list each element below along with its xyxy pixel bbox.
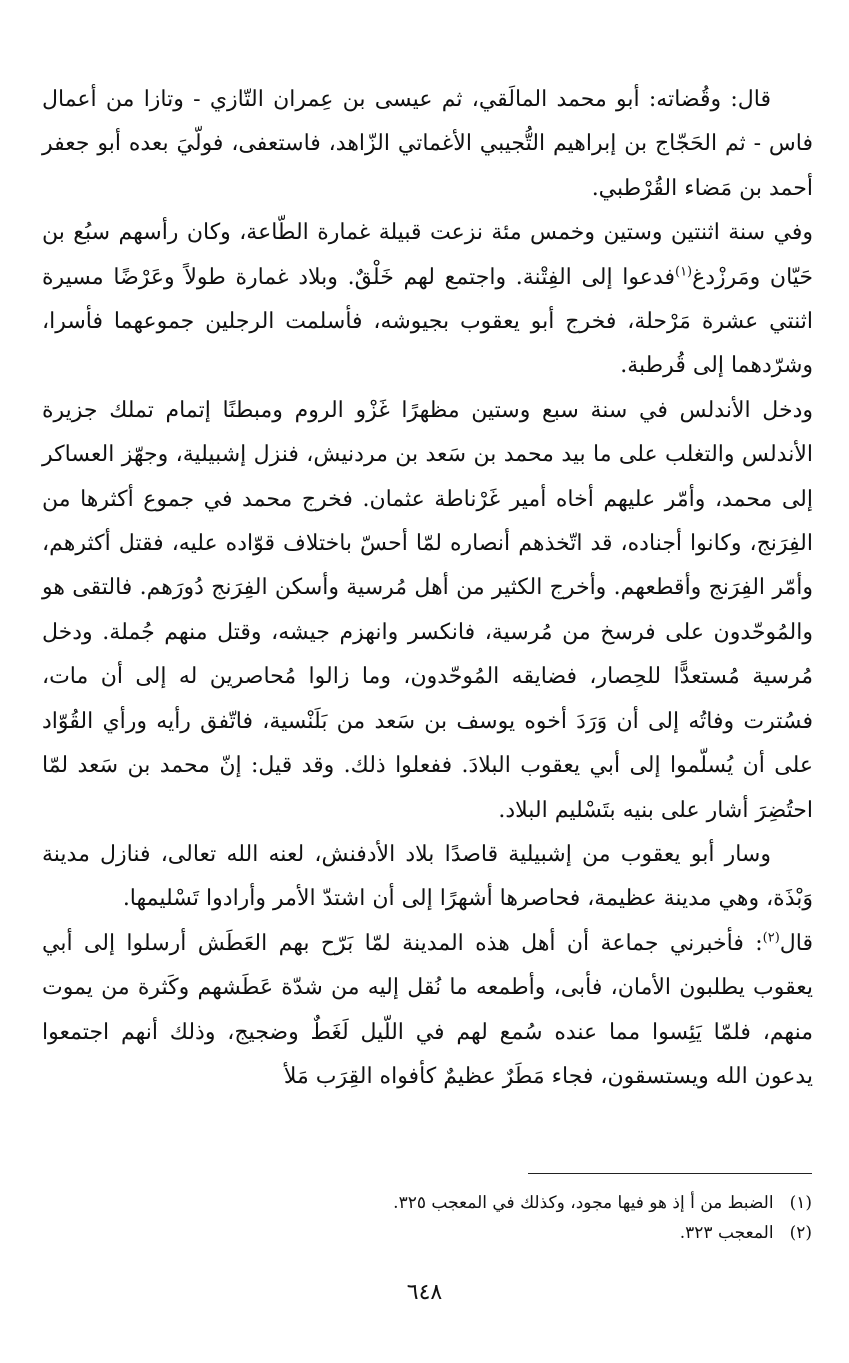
page-number: ٦٤٨ bbox=[406, 1280, 443, 1305]
paragraph-text: وفي سنة اثنتين وستين وخمس مئة نزعت قبيلة غمارة الطّاعة، وكان رأسهم سبُع بن حَيّان ومَرزْدغ bbox=[42, 220, 814, 290]
paragraph-2 bbox=[42, 211, 813, 389]
paragraph-text: ودخل الأندلس في سنة سبع وستين مظهرًا غَزْو الروم ومبطنًا إتمام تملك جزيرة الأندلس والتغلب على ما بيد محمد بن سَعد بن مردنيش، فنزل إشبيلية، وجهّز العساكر إلى محمد، وأمّر عليهم أخاه أمير غَرْناطة عثمان. فخرج محمد في جموع أكثرها من الفِرَنج، وكانوا أجناده، قد اتّخذهم أنصاره لمّا أحسّ باختلاف قوّاده عليه، فقتل أكثرهم، وأمّر الفِرَنج وأقطعهم. وأخرج الكثير من أهل مُرسية وأسكن الفِرَنج دُورَهم. فالتقى هو والمُوحّدون على فرسخ من مُرسية، فانكسر وانهزم جيشه، وقتل منهم جُملة. ودخل مُرسية مُستعدًّا للحِصار، فضايقه المُوحّدون، وما زالوا مُحاصرين له إلى أن مات، فسُترت وفاتُه إلى أن وَرَدَ أخوه يوسف بن سَعد من بَلَنْسية، فاتّفق رأيه ورأي القُوّاد على أن يُسلّموا إلى أبي يعقوب البلادَ. ففعلوا ذلك. وقد قيل: إنّ محمد بن سَعد لمّا احتُضِرَ أشار على بنيه بتَسْليم البلاد. bbox=[42, 397, 813, 823]
paragraph-5 bbox=[42, 922, 813, 1100]
footnotes bbox=[200, 1188, 812, 1248]
footnote-text: المعجب ٣٢٣. bbox=[679, 1223, 774, 1243]
footnote-divider bbox=[528, 1173, 812, 1174]
paragraph-text: : فأخبرني جماعة أن أهل هذه المدينة لمّا بَرّح بهم العَطَش أرسلوا إلى أبي يعقوب يطلبون الأمان، فأبى، وأطمعه ما نُقل إليه من شدّة عَطَشهم وكَثرة من يموت منهم، فلمّا يَئِسوا مما عنده سُمع لهم في اللّيل لَغَطٌ وضجيج، وذلك أنهم اجتمعوا يدعون الله ويستسقون، فجاء مَطَرٌ عظيمٌ كأفواه القِرَب مَلأ bbox=[42, 930, 813, 1089]
footnote-2 bbox=[200, 1218, 812, 1248]
paragraph-text: قال: وقُضاته: أبو محمد المالَقي، ثم عيسى بن عِمران التّازي - وتازا من أعمال فاس - ثم الحَجّاج بن إبراهيم التُّجيبي الأغماتي الزّاهد، فاستعفى، فولّيَ بعده أبو جعفر أحمد بن مَضاء القُرْطبي. bbox=[42, 87, 813, 201]
paragraph-text: قال bbox=[779, 930, 814, 956]
paragraph-text: وسار أبو يعقوب من إشبيلية قاصدًا بلاد الأدفنش، لعنه الله تعالى، فنازل مدينة وَبْذَة، وهي مدينة عظيمة، فحاصرها أشهرًا إلى أن اشتدّ الأمر وأرادوا تَسْليمها. bbox=[42, 841, 813, 912]
footnote-ref-1[interactable]: (١) bbox=[674, 264, 693, 280]
paragraph-4 bbox=[42, 833, 813, 922]
paragraph-1 bbox=[42, 78, 813, 211]
footnote-1 bbox=[200, 1188, 812, 1218]
footnote-number: (٢) bbox=[789, 1223, 812, 1243]
paragraph-text: فدعوا إلى الفِتْنة. واجتمع لهم خَلْقٌ. وبلاد غمارة طولاً وعَرْضًا مسيرة اثنتي عشرة مَرْحلة، فخرج أبو يعقوب بجيوشه، فأسلمت الرجلين جموعهما فأسرا، وشرّدهما إلى قُرطبة. bbox=[42, 264, 813, 379]
paragraph-3 bbox=[42, 389, 813, 833]
footnote-number: (١) bbox=[789, 1193, 812, 1213]
footnote-text: الضبط من أ إذ هو فيها مجود، وكذلك في المعجب ٣٢٥. bbox=[393, 1193, 774, 1213]
footnote-ref-2[interactable]: (٢) bbox=[762, 930, 780, 946]
main-text bbox=[42, 78, 813, 1099]
